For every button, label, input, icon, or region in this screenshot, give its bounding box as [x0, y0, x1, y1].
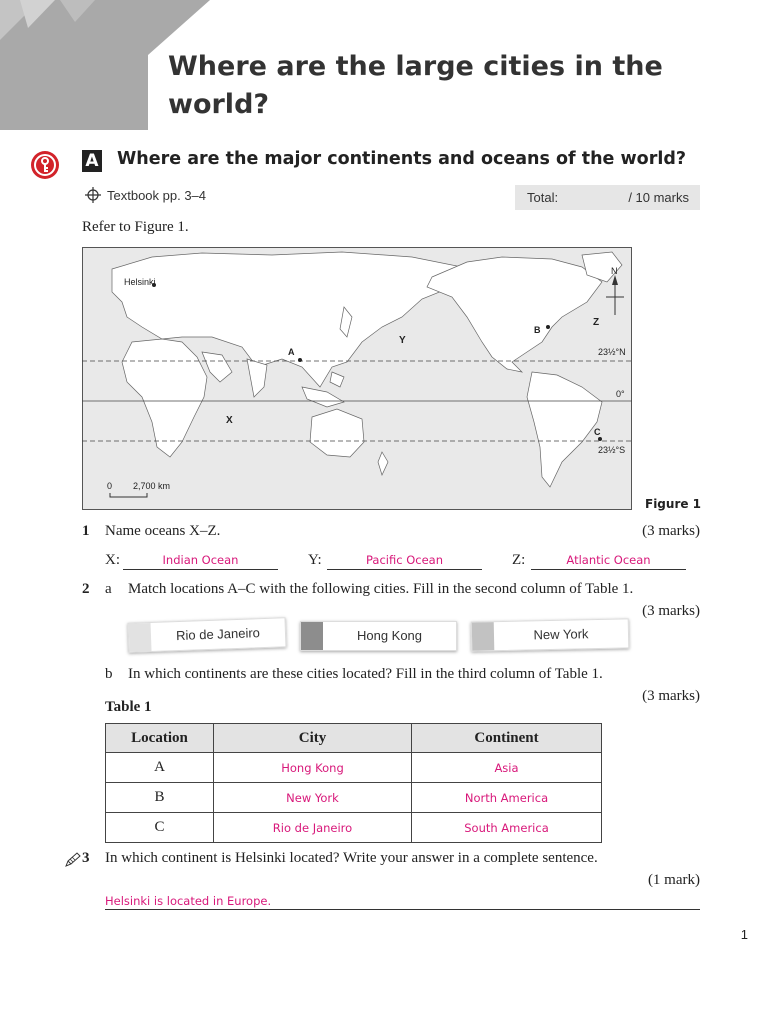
city-answer-cell[interactable]: New York [214, 783, 412, 813]
page-number: 1 [740, 927, 748, 942]
city-answer-cell[interactable]: Hong Kong [214, 753, 412, 783]
table-1 [105, 723, 602, 843]
q3-number: 3 [82, 850, 90, 866]
q1-x-answer[interactable]: Indian Ocean [123, 553, 278, 570]
table-header-city: City [214, 724, 412, 753]
location-cell: B [106, 783, 214, 813]
page-title: Where are the large cities in the world? [168, 51, 663, 120]
section-badge: A [82, 150, 102, 172]
textbook-reference [85, 187, 206, 203]
location-cell: C [106, 813, 214, 843]
continent-answer-cell[interactable]: Asia [412, 753, 602, 783]
table-row [106, 783, 602, 813]
figure-label: Figure 1 [645, 497, 702, 511]
table-caption: Table 1 [105, 699, 152, 715]
q3-answer[interactable]: Helsinki is located in Europe. [105, 894, 700, 910]
location-cell: A [106, 753, 214, 783]
point-b-label: B [534, 325, 541, 335]
north-label: N [611, 266, 618, 276]
q1-y-label: Y: [308, 552, 322, 568]
table-row [106, 753, 602, 783]
q2b-marks: (3 marks) [642, 688, 700, 704]
total-label: Total: [527, 190, 559, 205]
card-tab [301, 622, 323, 650]
tropic-south-label: 23½°S [598, 445, 626, 455]
q3-text: In which continent is Helsinki located? Write your answer in a complete sentence. [105, 850, 598, 866]
q3-marks: (1 mark) [647, 872, 700, 888]
q2a-text: Match locations A–C with the following cities. Fill in the second column of Table 1. [128, 581, 634, 597]
scale-distance-label: 2,700 km [133, 481, 171, 491]
city-card-new-york[interactable] [471, 618, 630, 651]
q1-x-label: X: [105, 552, 120, 568]
q1-z-label: Z: [512, 552, 526, 568]
refer-text: Refer to Figure 1. [82, 219, 189, 235]
q1-z-answer[interactable]: Atlantic Ocean [531, 553, 686, 570]
ocean-y-label: Y [399, 335, 406, 346]
textbook-pages: Textbook pp. 3–4 [107, 187, 207, 203]
city-card-label: Hong Kong [356, 628, 423, 643]
scale-zero-label: 0 [107, 481, 113, 491]
world-map [82, 247, 632, 510]
q2a-marks: (3 marks) [642, 603, 700, 619]
point-a-label: A [288, 347, 295, 357]
table-header-location: Location [106, 724, 214, 753]
city-answer-cell[interactable]: Rio de Janeiro [214, 813, 412, 843]
city-card-label: New York [533, 626, 589, 643]
city-card-label: Rio de Janeiro [175, 625, 261, 644]
continent-answer-cell[interactable]: North America [412, 783, 602, 813]
q2-number: 2 [82, 581, 90, 597]
q1-text: Name oceans X–Z. [105, 523, 221, 539]
q1-marks: (3 marks) [642, 523, 700, 539]
table-row [106, 813, 602, 843]
q2b-letter: b [105, 666, 113, 682]
continent-answer-cell[interactable]: South America [412, 813, 602, 843]
q2a-letter: a [105, 581, 112, 597]
q1-number: 1 [82, 523, 90, 539]
equator-label: 0° [616, 389, 625, 399]
crosshair-icon [85, 187, 101, 203]
pencil-icon [64, 852, 82, 868]
total-marks: / 10 marks [628, 190, 689, 205]
ocean-z-label: Z [593, 317, 600, 328]
helsinki-label: Helsinki [124, 277, 156, 287]
card-tab [472, 622, 495, 650]
point-c-label: C [594, 427, 601, 437]
city-card-rio[interactable] [128, 617, 287, 652]
ocean-x-label: X [226, 415, 233, 426]
tropic-north-label: 23½°N [598, 347, 626, 357]
card-tab [129, 623, 152, 652]
city-card-hong-kong[interactable] [300, 621, 457, 651]
section-title: Where are the major continents and oceans of the world? [117, 149, 687, 169]
q1-y-answer[interactable]: Pacific Ocean [327, 553, 482, 570]
q2b-text: In which continents are these cities located? Fill in the third column of Table 1. [128, 666, 603, 682]
table-header-continent: Continent [412, 724, 602, 753]
total-marks-box [515, 185, 700, 210]
key-skill-icon [30, 150, 60, 180]
